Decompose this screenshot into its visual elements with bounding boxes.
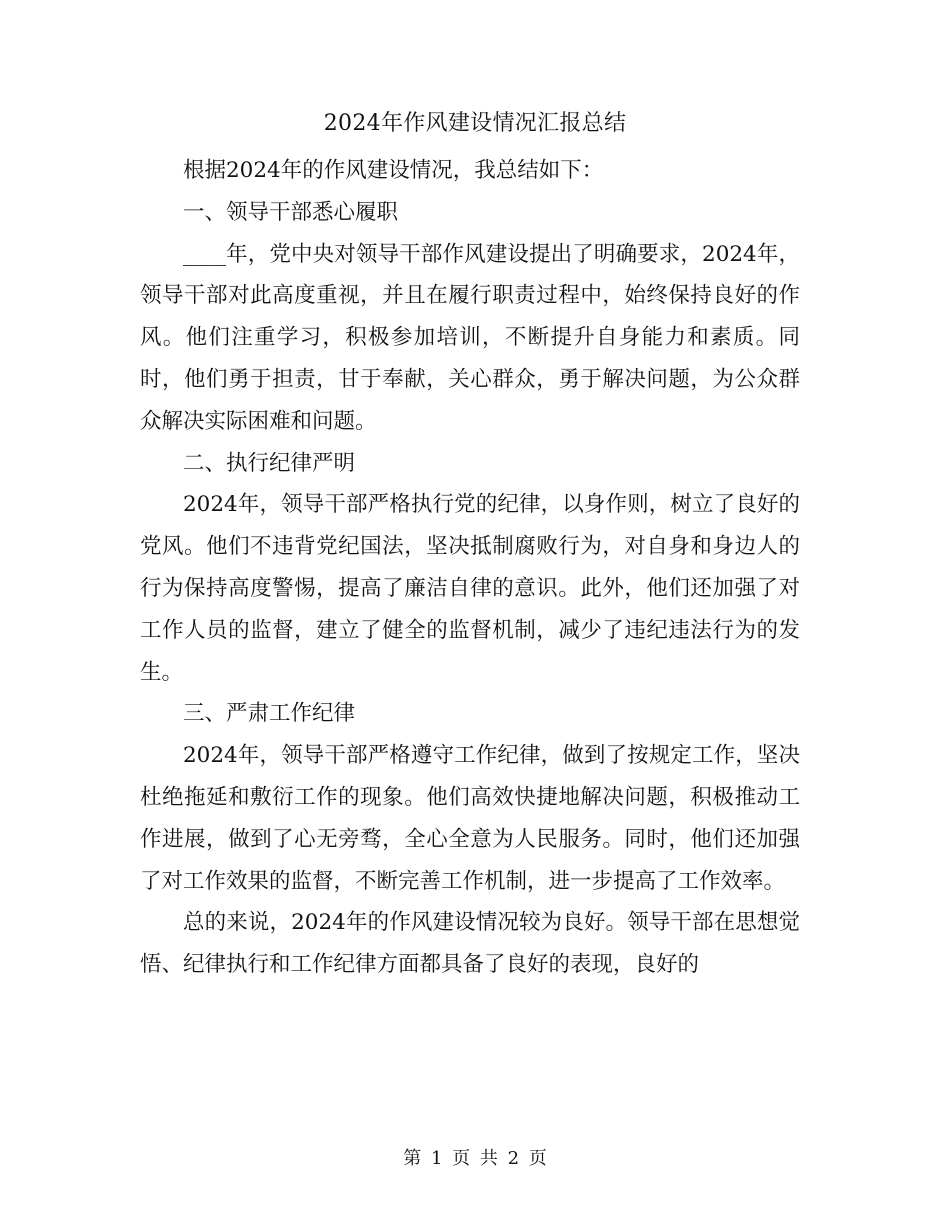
page-number-footer: 第 1 页 共 2 页 [403, 1148, 547, 1169]
section-heading-1: 一、领导干部悉心履职 [183, 199, 399, 225]
intro-paragraph: 根据2024年的作风建设情况，我总结如下： [183, 158, 604, 183]
document-body [140, 150, 800, 986]
section-heading-2: 二、执行纪律严明 [183, 450, 356, 476]
section-paragraph-3: 2024年，领导干部严格遵守工作纪律，做到了按规定工作，坚决杜绝拖延和敷衍工作的现象。他们高效快捷地解决问题，积极推动工作进展，做到了心无旁骛，全心全意为人民服务。同时，他们还加强了对工作效果的监督，不断完善工作机制，进一步提高了工作效率。 [140, 743, 800, 894]
section-heading-3: 三、严肃工作纪律 [183, 701, 356, 727]
summary-paragraph: 总的来说，2024年的作风建设情况较为良好。领导干部在思想觉悟、纪律执行和工作纪律方面都具备了良好的表现，良好的 [140, 910, 800, 978]
section-paragraph-2: 2024年，领导干部严格执行党的纪律，以身作则，树立了良好的党风。他们不违背党纪国法，坚决抵制腐败行为，对自身和身边人的行为保持高度警惕，提高了廉洁自律的意识。此外，他们还加强了对工作人员的监督，建立了健全的监督机制，减少了违纪违法行为的发生。 [140, 492, 800, 685]
document-title: 2024年作风建设情况汇报总结 [323, 111, 627, 136]
section-paragraph-1: ____年，党中央对领导干部作风建设提出了明确要求，2024年，领导干部对此高度重视，并且在履行职责过程中，始终保持良好的作风。他们注重学习，积极参加培训，不断提升自身能力和素质。同时，他们勇于担责，甘于奉献，关心群众，勇于解决问题，为公众群众解决实际困难和问题。 [140, 241, 800, 434]
